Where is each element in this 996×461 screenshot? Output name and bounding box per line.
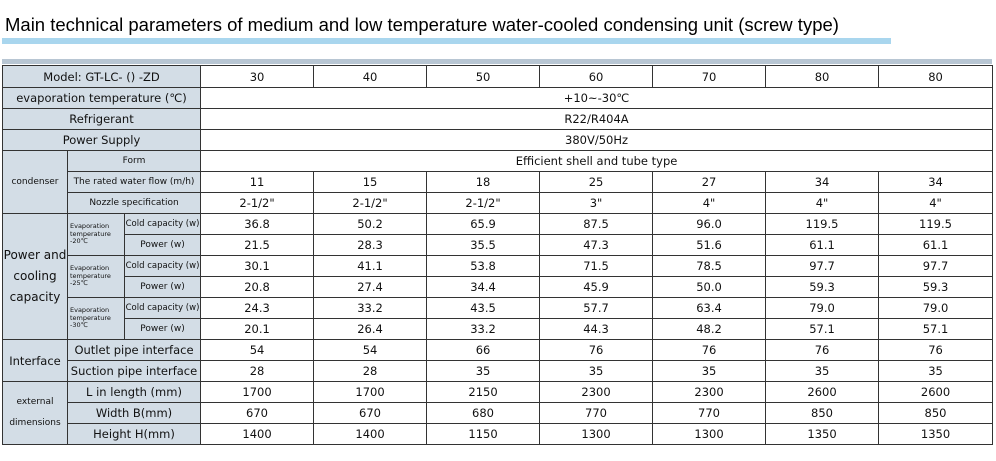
power-supply-label: Power Supply [3, 130, 201, 151]
table-cell: 24.3 [201, 298, 314, 319]
table-cell: 79.0 [879, 298, 993, 319]
width-row [3, 403, 993, 424]
table-cell: 96.0 [653, 214, 766, 235]
table-cell: 25 [540, 172, 653, 193]
table-cell: 2300 [653, 382, 766, 403]
form-label: Form [68, 151, 201, 172]
table-cell: 34 [766, 172, 879, 193]
length-label: L in length (mm) [68, 382, 201, 403]
table-cell: 35 [766, 361, 879, 382]
table-cell: 850 [879, 403, 993, 424]
cold-capacity-row [3, 256, 993, 277]
table-cell: 35 [540, 361, 653, 382]
cold-capacity-row [3, 298, 993, 319]
evap-temp-label: evaporation temperature (℃) [3, 88, 201, 109]
table-cell: 3" [540, 193, 653, 214]
nozzle-label: Nozzle specification [68, 193, 201, 214]
table-cell: 36.8 [201, 214, 314, 235]
table-cell: 2-1/2" [314, 193, 427, 214]
table-cell: 1400 [201, 424, 314, 445]
table-cell: 33.2 [314, 298, 427, 319]
table-top-band [2, 59, 992, 64]
water-flow-label: The rated water flow (m/h) [68, 172, 201, 193]
table-cell: 57.1 [766, 319, 879, 340]
table-cell: 15 [314, 172, 427, 193]
power-label: Power (w) [125, 277, 201, 298]
table-cell: 35 [653, 361, 766, 382]
table-cell: 1400 [314, 424, 427, 445]
table-cell: 1700 [201, 382, 314, 403]
table-cell: 119.5 [879, 214, 993, 235]
evap-group-label: Evaporation temperature -30℃ [68, 298, 125, 340]
model-row [3, 66, 993, 88]
table-cell: 54 [314, 340, 427, 361]
table-cell: 4" [879, 193, 993, 214]
table-cell: 28.3 [314, 235, 427, 256]
table-cell: 850 [766, 403, 879, 424]
title-underline [2, 38, 891, 44]
table-cell: 34 [879, 172, 993, 193]
table-cell: 48.2 [653, 319, 766, 340]
cold-capacity-label: Cold capacity (w) [125, 214, 201, 235]
table-cell: 35 [879, 361, 993, 382]
table-cell: 63.4 [653, 298, 766, 319]
table-cell: 2600 [766, 382, 879, 403]
refrigerant-label: Refrigerant [3, 109, 201, 130]
table-cell: 28 [314, 361, 427, 382]
table-cell: 59.3 [766, 277, 879, 298]
table-cell: 27 [653, 172, 766, 193]
model-cell: 30 [201, 66, 314, 88]
table-cell: 770 [540, 403, 653, 424]
table-cell: 43.5 [427, 298, 540, 319]
form-row [3, 151, 993, 172]
table-cell: 34.4 [427, 277, 540, 298]
table-cell: 54 [201, 340, 314, 361]
table-cell: 1150 [427, 424, 540, 445]
page-title: Main technical parameters of medium and low temperature water-cooled condensing unit (screw type) [5, 14, 839, 35]
model-cell: 50 [427, 66, 540, 88]
evap-temp-row [3, 88, 993, 109]
table-cell: 57.1 [879, 319, 993, 340]
table-cell: 1700 [314, 382, 427, 403]
model-label: Model: GT-LC- () -ZD [3, 66, 201, 88]
water-flow-row [3, 172, 993, 193]
table-cell: 76 [879, 340, 993, 361]
length-row [3, 382, 993, 403]
table-cell: 50.2 [314, 214, 427, 235]
table-cell: 76 [540, 340, 653, 361]
table-cell: 35 [427, 361, 540, 382]
outlet-label: Outlet pipe interface [68, 340, 201, 361]
power-supply-value: 380V/50Hz [201, 130, 993, 151]
table-cell: 59.3 [879, 277, 993, 298]
suction-row [3, 361, 993, 382]
table-cell: 1350 [766, 424, 879, 445]
table-cell: 11 [201, 172, 314, 193]
table-cell: 20.1 [201, 319, 314, 340]
power-row [3, 319, 993, 340]
table-cell: 57.7 [540, 298, 653, 319]
model-cell: 60 [540, 66, 653, 88]
power-row [3, 277, 993, 298]
table-cell: 53.8 [427, 256, 540, 277]
table-cell: 51.6 [653, 235, 766, 256]
table-cell: 65.9 [427, 214, 540, 235]
table-cell: 97.7 [879, 256, 993, 277]
power-cooling-label: Power and cooling capacity [3, 214, 68, 340]
condenser-label: condenser [3, 151, 68, 214]
table-cell: 680 [427, 403, 540, 424]
table-cell: 44.3 [540, 319, 653, 340]
table-cell: 4" [653, 193, 766, 214]
model-cell: 40 [314, 66, 427, 88]
table-cell: 35.5 [427, 235, 540, 256]
spec-table [2, 65, 993, 445]
table-cell: 770 [653, 403, 766, 424]
table-cell: 45.9 [540, 277, 653, 298]
table-cell: 28 [201, 361, 314, 382]
cold-capacity-label: Cold capacity (w) [125, 298, 201, 319]
interface-label: Interface [3, 340, 68, 382]
model-cell: 80 [766, 66, 879, 88]
table-cell: 41.1 [314, 256, 427, 277]
table-cell: 71.5 [540, 256, 653, 277]
power-supply-row [3, 130, 993, 151]
height-label: Height H(mm) [68, 424, 201, 445]
table-cell: 26.4 [314, 319, 427, 340]
table-cell: 30.1 [201, 256, 314, 277]
evap-group-label: Evaporation temperature -20℃ [68, 214, 125, 256]
table-cell: 2150 [427, 382, 540, 403]
power-label: Power (w) [125, 319, 201, 340]
table-cell: 21.5 [201, 235, 314, 256]
form-value: Efficient shell and tube type [201, 151, 993, 172]
height-row [3, 424, 993, 445]
power-label: Power (w) [125, 235, 201, 256]
table-cell: 2300 [540, 382, 653, 403]
dimensions-label: external dimensions [3, 382, 68, 445]
table-cell: 50.0 [653, 277, 766, 298]
table-cell: 1350 [879, 424, 993, 445]
model-cell: 80 [879, 66, 993, 88]
table-cell: 97.7 [766, 256, 879, 277]
cold-capacity-label: Cold capacity (w) [125, 256, 201, 277]
model-cell: 70 [653, 66, 766, 88]
table-cell: 670 [314, 403, 427, 424]
refrigerant-row [3, 109, 993, 130]
table-cell: 87.5 [540, 214, 653, 235]
table-cell: 27.4 [314, 277, 427, 298]
table-cell: 2600 [879, 382, 993, 403]
outlet-row [3, 340, 993, 361]
suction-label: Suction pipe interface [68, 361, 201, 382]
table-cell: 76 [653, 340, 766, 361]
table-cell: 61.1 [879, 235, 993, 256]
table-cell: 2-1/2" [201, 193, 314, 214]
table-cell: 119.5 [766, 214, 879, 235]
table-cell: 47.3 [540, 235, 653, 256]
table-cell: 20.8 [201, 277, 314, 298]
evap-temp-value: +10~-30℃ [201, 88, 993, 109]
table-cell: 670 [201, 403, 314, 424]
table-cell: 79.0 [766, 298, 879, 319]
table-cell: 2-1/2" [427, 193, 540, 214]
cold-capacity-row [3, 214, 993, 235]
table-cell: 76 [766, 340, 879, 361]
table-cell: 1300 [653, 424, 766, 445]
table-cell: 33.2 [427, 319, 540, 340]
table-cell: 1300 [540, 424, 653, 445]
refrigerant-value: R22/R404A [201, 109, 993, 130]
table-cell: 66 [427, 340, 540, 361]
nozzle-row [3, 193, 993, 214]
table-cell: 78.5 [653, 256, 766, 277]
table-cell: 4" [766, 193, 879, 214]
table-cell: 18 [427, 172, 540, 193]
power-row [3, 235, 993, 256]
table-cell: 61.1 [766, 235, 879, 256]
width-label: Width B(mm) [68, 403, 201, 424]
evap-group-label: Evaporation temperature -25℃ [68, 256, 125, 298]
